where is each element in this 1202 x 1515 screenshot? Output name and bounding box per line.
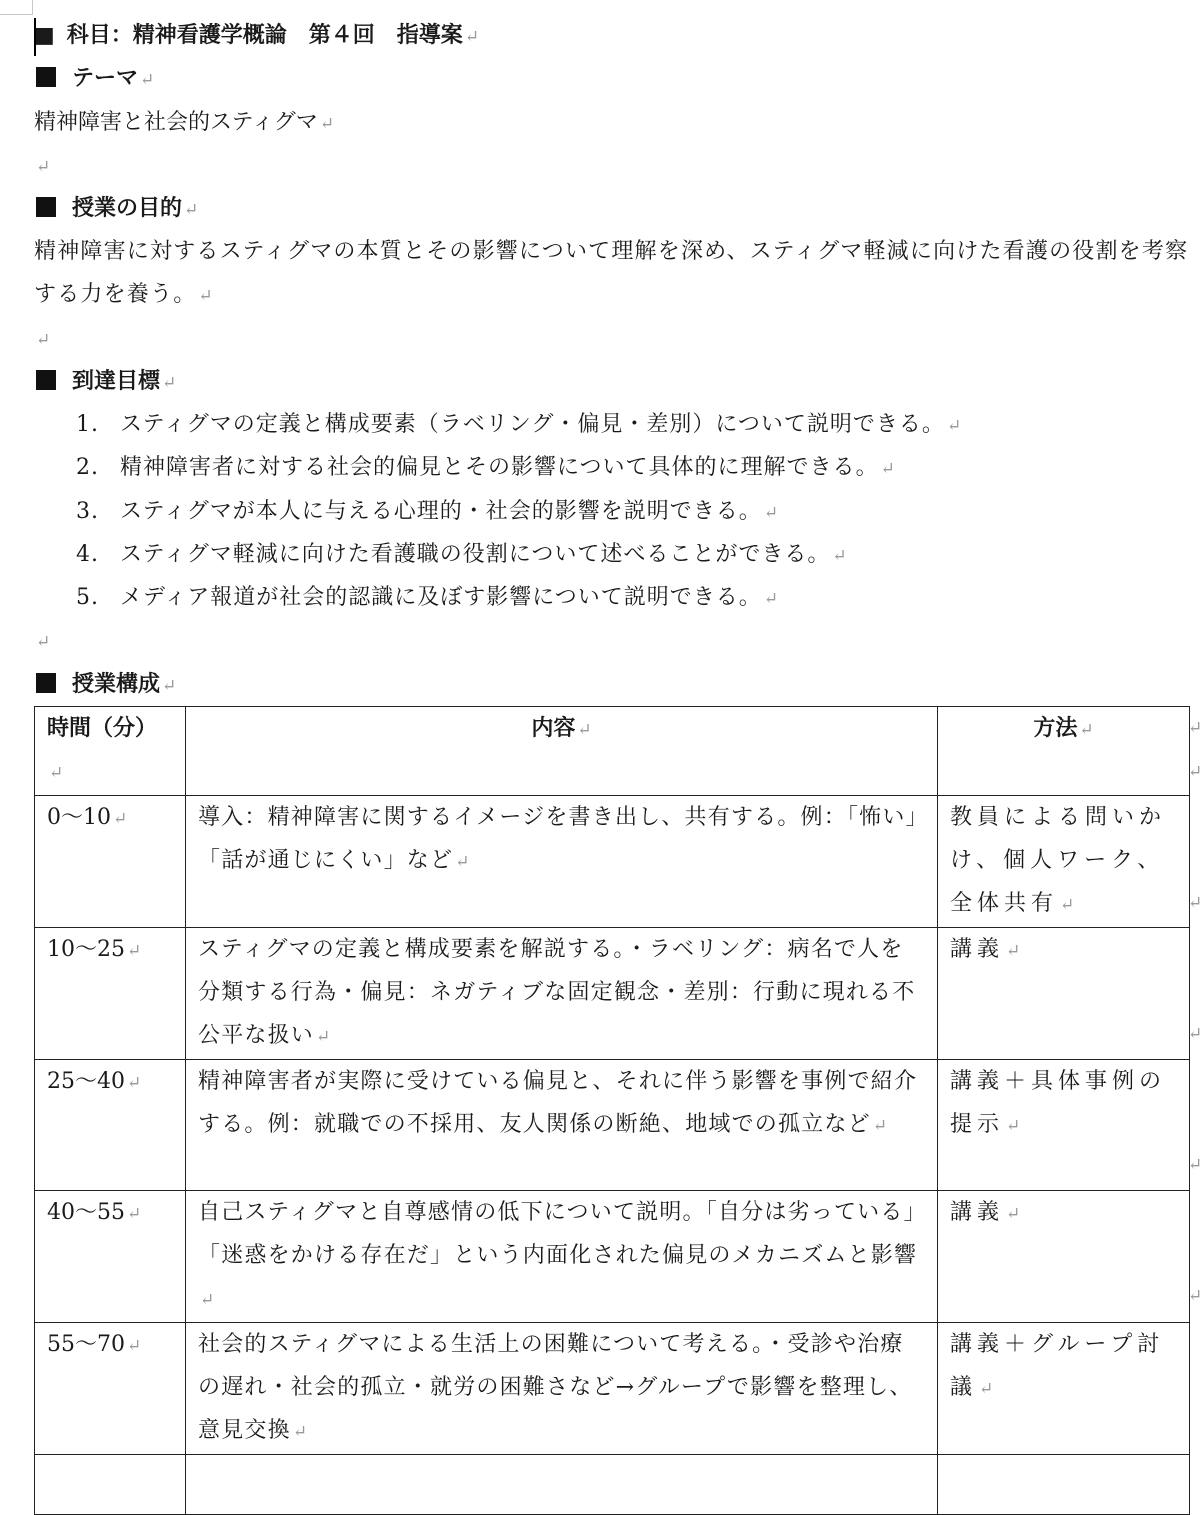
theme-heading-text: テーマ <box>72 65 139 91</box>
paragraph-mark-icon: ↵ <box>1006 941 1026 961</box>
paragraph-mark-icon: ↵ <box>316 1027 332 1047</box>
paragraph-mark-icon: ↵ <box>127 941 142 961</box>
column-header-time[interactable] <box>35 707 186 796</box>
square-bullet-icon <box>36 197 56 217</box>
time-cell[interactable] <box>35 1455 186 1515</box>
table-row <box>35 1191 1190 1323</box>
content-cell-text: 精神障害者が実際に受けている偏見と、それに伴う影響を事例で紹介する。例：就職での不採用、友人関係の断絶、地域での孤立など <box>198 1069 918 1137</box>
time-cell[interactable] <box>35 1060 186 1191</box>
paragraph-mark-icon: ↵ <box>36 157 51 177</box>
paragraph-mark-icon: ↵ <box>49 763 64 783</box>
method-cell[interactable] <box>938 928 1190 1060</box>
table-row <box>35 928 1190 1060</box>
goal-number: 4. <box>76 542 99 567</box>
column-header-content[interactable] <box>186 707 938 796</box>
paragraph-mark-icon: ↵ <box>113 809 128 829</box>
time-cell-text: 0〜10 <box>47 805 111 830</box>
square-bullet-icon <box>36 67 56 87</box>
square-bullet-icon <box>36 370 56 390</box>
paragraph-mark-icon: ↵ <box>1079 720 1094 740</box>
paragraph-mark-icon: ↵ <box>880 459 896 479</box>
paragraph-mark-icon: ↵ <box>36 632 51 652</box>
theme-text[interactable] <box>34 101 334 146</box>
column-header-time-text: 時間（分） <box>47 715 158 741</box>
paragraph-mark-icon: ↵ <box>198 286 214 306</box>
paragraph-mark-icon: ↵ <box>36 330 51 350</box>
paragraph-mark-icon: ↵ <box>127 1073 142 1093</box>
method-cell[interactable] <box>938 1323 1190 1455</box>
method-cell-text: 講義＋具体事例の提示 <box>950 1069 1167 1137</box>
paragraph-mark-icon: ↵ <box>577 720 592 740</box>
table-row <box>35 1323 1190 1455</box>
row-end-mark-icon: ↵ <box>1188 718 1202 738</box>
structure-heading-text: 授業構成 <box>72 671 161 697</box>
goal-item[interactable] <box>76 490 779 535</box>
theme-text-value: 精神障害と社会的スティグマ <box>34 110 318 135</box>
table-header-row <box>35 707 1190 796</box>
empty-paragraph[interactable] <box>34 619 50 664</box>
goal-item[interactable] <box>76 576 779 621</box>
row-end-mark-icon: ↵ <box>1188 762 1202 782</box>
theme-heading[interactable] <box>34 57 154 102</box>
purpose-text-value: 精神障害に対するスティグマの本質とその影響について理解を深め、スティグマ軽減に向けた看護の役割を考察する力を養う。 <box>34 239 1189 307</box>
paragraph-mark-icon: ↵ <box>127 1336 142 1356</box>
time-cell-text: 25〜40 <box>47 1069 125 1094</box>
goal-item[interactable] <box>76 446 896 491</box>
content-cell-text: スティグマの定義と構成要素を解説する。・ラベリング：病名で人を分類する行為・偏見：ネガティブな固定観念・差別：行動に現れる不公平な扱い <box>198 937 916 1048</box>
goal-text: 精神障害者に対する社会的偏見とその影響について具体的に理解できる。 <box>120 455 879 480</box>
time-cell-text: 10〜25 <box>47 937 125 962</box>
goal-number: 2. <box>76 455 99 480</box>
table-row <box>35 1455 1190 1515</box>
purpose-heading[interactable] <box>34 187 198 232</box>
paragraph-mark-icon: ↵ <box>464 27 480 47</box>
paragraph-mark-icon: ↵ <box>184 200 199 220</box>
paragraph-mark-icon: ↵ <box>1006 1116 1026 1136</box>
paragraph-mark-icon: ↵ <box>1006 1204 1026 1224</box>
paragraph-mark-icon: ↵ <box>127 1204 142 1224</box>
goals-heading-text: 到達目標 <box>72 368 161 394</box>
paragraph-mark-icon: ↵ <box>832 546 848 566</box>
paragraph-mark-icon: ↵ <box>162 373 177 393</box>
goal-number: 3. <box>76 499 99 524</box>
paragraph-mark-icon: ↵ <box>162 676 177 696</box>
method-cell-text: 講義 <box>950 937 1005 962</box>
empty-paragraph[interactable] <box>34 317 50 362</box>
paragraph-mark-icon: ↵ <box>292 1422 309 1442</box>
purpose-text[interactable] <box>34 230 1194 318</box>
column-header-method-text: 方法 <box>1033 715 1078 741</box>
content-cell[interactable] <box>186 1191 938 1323</box>
method-cell-text: 講義＋グループ討議 <box>950 1332 1165 1400</box>
square-bullet-icon <box>36 673 56 693</box>
time-cell[interactable] <box>35 796 186 928</box>
document-title[interactable] <box>34 14 479 59</box>
structure-heading[interactable] <box>34 663 176 708</box>
goal-item[interactable] <box>76 403 962 448</box>
row-end-mark-icon: ↵ <box>1188 893 1202 913</box>
goal-item[interactable] <box>76 533 848 578</box>
content-cell[interactable] <box>186 1455 938 1515</box>
paragraph-mark-icon: ↵ <box>872 1116 889 1136</box>
method-cell-text: 講義 <box>950 1200 1005 1225</box>
goal-text: スティグマが本人に与える心理的・社会的影響を説明できる。 <box>120 499 762 524</box>
paragraph-mark-icon: ↵ <box>763 503 780 523</box>
method-cell[interactable] <box>938 1455 1190 1515</box>
paragraph-mark-icon: ↵ <box>455 852 471 872</box>
column-header-content-text: 内容 <box>531 715 576 741</box>
paragraph-mark-icon: ↵ <box>1060 895 1080 915</box>
document-title-text: 科目：精神看護学概論 第４回 指導案 <box>66 22 463 48</box>
content-cell[interactable] <box>186 1323 938 1455</box>
method-cell[interactable] <box>938 1191 1190 1323</box>
row-end-mark-icon: ↵ <box>1188 1155 1202 1175</box>
paragraph-mark-icon: ↵ <box>946 416 963 436</box>
paragraph-mark-icon: ↵ <box>140 70 155 90</box>
time-cell[interactable] <box>35 928 186 1060</box>
content-cell[interactable] <box>186 1060 938 1191</box>
method-cell[interactable] <box>938 796 1190 928</box>
method-cell-text: 教員による問いかけ、個人ワーク、全体共有 <box>950 805 1167 916</box>
goal-number: 1. <box>76 412 99 437</box>
goal-text: メディア報道が社会的認識に及ぼす影響について説明できる。 <box>120 585 762 610</box>
goal-text: スティグマ軽減に向けた看護職の役割について述べることができる。 <box>120 542 831 567</box>
content-cell-text: 自己スティグマと自尊感情の低下について説明。「自分は劣っている」「迷惑をかける存在だ」という内面化された偏見のメカニズムと影響 <box>198 1200 918 1268</box>
row-end-mark-icon: ↵ <box>1188 1024 1202 1044</box>
time-cell-text: 40〜55 <box>47 1200 125 1225</box>
purpose-heading-text: 授業の目的 <box>72 195 183 221</box>
paragraph-mark-icon: ↵ <box>200 1290 216 1310</box>
goal-text: スティグマの定義と構成要素（ラベリング・偏見・差別）について説明できる。 <box>120 412 945 437</box>
content-cell[interactable] <box>186 928 938 1060</box>
method-cell[interactable] <box>938 1060 1190 1191</box>
time-cell[interactable] <box>35 1191 186 1323</box>
paragraph-mark-icon: ↵ <box>763 589 780 609</box>
paragraph-mark-icon: ↵ <box>979 1379 999 1399</box>
content-cell[interactable] <box>186 796 938 928</box>
goal-number: 5. <box>76 585 99 610</box>
paragraph-mark-icon: ↵ <box>319 114 335 134</box>
time-cell[interactable] <box>35 1323 186 1455</box>
table-row <box>35 1060 1190 1191</box>
table-row <box>35 796 1190 928</box>
content-cell-text: 導入：精神障害に関するイメージを書き出し、共有する。例：「怖い」「話が通じにくい」など <box>198 805 918 873</box>
square-bullet-icon: ■ <box>34 22 55 48</box>
column-header-method[interactable] <box>938 707 1190 796</box>
content-cell-text: 社会的スティグマによる生活上の困難について考える。・受診や治療の遅れ・社会的孤立・就労の困難さなど→グループで影響を整理し、意見交換 <box>198 1332 913 1443</box>
goals-heading[interactable] <box>34 360 176 405</box>
lesson-plan-table <box>34 706 1190 1515</box>
time-cell-text: 55〜70 <box>47 1332 125 1357</box>
page-corner-mark <box>0 0 33 15</box>
empty-paragraph[interactable] <box>34 144 50 189</box>
row-end-mark-icon: ↵ <box>1188 1286 1202 1306</box>
